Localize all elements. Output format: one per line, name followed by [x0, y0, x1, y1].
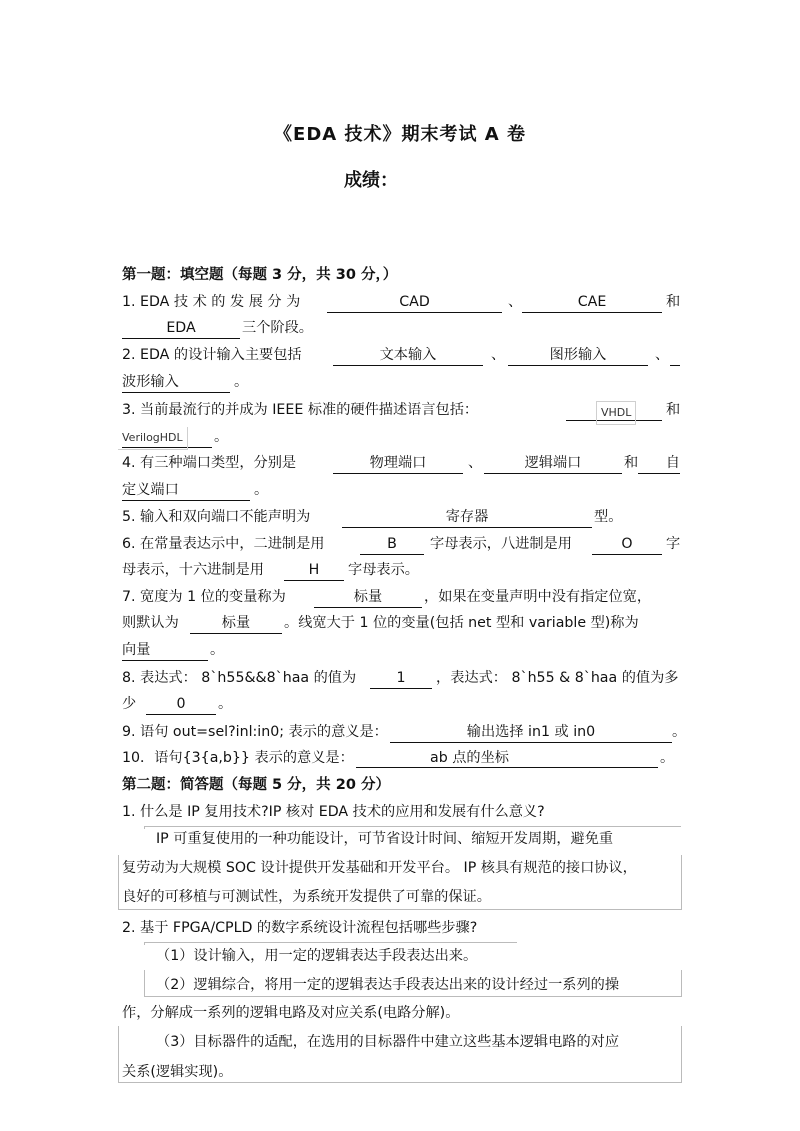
q4-answer-2: 逻辑端口	[484, 453, 622, 474]
q1-answer-1: CAD	[327, 292, 502, 313]
q4-text: 4. 有三种端口类型，分别是	[122, 455, 297, 471]
q2-underline-tail	[670, 345, 680, 366]
q6-text: 6. 在常量表达示中，二进制是用	[122, 536, 325, 552]
s2-q2-answer-line: （2）逻辑综合，将用一定的逻辑表达手段表达出来的设计经过一系列的操	[156, 977, 620, 993]
s2-q2-answer-frame	[144, 970, 682, 997]
q1-answer-3: EDA	[122, 318, 240, 339]
q7-answer-3: 向量	[122, 640, 208, 661]
q1-text: 1. EDA 技 术 的 发 展 分 为	[122, 294, 301, 310]
s2-q1-answer-frame	[118, 855, 682, 910]
s2-q2-answer-frame-top	[144, 942, 517, 945]
s2-q2-answer-line: （3）目标器件的适配，在选用的目标器件中建立这些基本逻辑电路的对应	[156, 1034, 620, 1050]
q6-answer-2: O	[592, 534, 662, 555]
q4-post: 。	[254, 482, 269, 498]
s2-q2-answer-line: 关系(逻辑实现)。	[122, 1064, 233, 1080]
s2-q2-answer-line: 作，分解成一系列的逻辑电路及对应关系(电路分解)。	[122, 1005, 460, 1021]
section2-heading: 第二题：简答题（每题 5 分，共 20 分）	[122, 777, 390, 793]
q2-text: 2. EDA 的设计输入主要包括	[122, 347, 302, 363]
q8-mid-1: ，表达式： 8`h55 & 8`haa 的值为多	[436, 670, 679, 686]
q5-post: 型。	[594, 509, 623, 525]
s2-q1-answer-line: 复劳动为大规模 SOC 设计提供开发基础和开发平台。 IP 核具有规范的接口协议，	[122, 860, 637, 876]
q2-answer-1: 文本输入	[333, 345, 483, 366]
q4-sep-1: 、	[468, 455, 483, 471]
s2-q2-question: 2. 基于 FPGA/CPLD 的数字系统设计流程包括哪些步骤?	[122, 920, 478, 936]
q4-answer-3: 定义端口	[122, 480, 250, 501]
s2-q1-question: 1. 什么是 IP 复用技术?IP 核对 EDA 技术的应用和发展有什么意义?	[122, 804, 545, 820]
q6-mid-1: 字母表示，八进制是用	[430, 536, 572, 552]
q3-sep: 和	[666, 402, 681, 418]
q3-text: 3. 当前最流行的并成为 IEEE 标准的硬件描述语言包括：	[122, 402, 479, 418]
q1-sep-2: 和	[666, 294, 681, 310]
q6-post: 字母表示。	[348, 562, 419, 578]
q6-mid-2b: 母表示，十六进制是用	[122, 562, 264, 578]
q7-post: 。	[210, 642, 225, 658]
q7-mid-1: ，如果在变量声明中没有指定位宽，	[424, 589, 652, 605]
q7-mid-3: 。线宽大于 1 位的变量(包括 net 型和 variable 型)称为	[284, 615, 639, 631]
q2-sep-2: 、	[655, 347, 670, 363]
q2-answer-3: 波形输入	[122, 372, 230, 393]
q6-mid-2a: 字	[666, 536, 681, 552]
q9-answer-1: 输出选择 in1 或 in0	[390, 722, 672, 743]
q5-answer-1: 寄存器	[342, 507, 592, 528]
q4-sep-2: 和	[624, 455, 639, 471]
q8-mid-2: 少	[122, 696, 137, 712]
q7-answer-2: 标量	[190, 613, 282, 634]
s2-q1-answer-line: 良好的可移植与可测试性，为系统开发提供了可靠的保证。	[122, 889, 491, 905]
s2-q2-answer-frame	[118, 1026, 682, 1083]
s2-q1-answer-line: IP 可重复使用的一种功能设计，可节省设计时间、缩短开发周期，避免重	[156, 831, 614, 847]
q6-answer-1: B	[360, 534, 424, 555]
score-label: 成绩：	[344, 170, 398, 191]
q5-text: 5. 输入和双向端口不能声明为	[122, 509, 311, 525]
page-title: 《EDA 技术》期末考试 A 卷	[274, 124, 526, 145]
section1-heading: 第一题：填空题（每题 3 分，共 30 分，）	[122, 267, 398, 283]
q2-answer-2: 图形输入	[508, 345, 648, 366]
q2-sep-1: 、	[491, 347, 506, 363]
q9-post: 。	[672, 724, 687, 740]
q8-text: 8. 表达式： 8`h55&&8`haa 的值为	[122, 670, 357, 686]
q3-answer-1: VHDL	[596, 401, 636, 425]
q1-sep-1: 、	[508, 294, 523, 310]
q10-text: 10．语句{3{a,b}} 表示的意义是：	[122, 750, 354, 766]
q6-answer-3: H	[284, 560, 344, 581]
q3-post: 。	[214, 429, 229, 445]
q10-post: 。	[660, 750, 675, 766]
q7-mid-2: 则默认为	[122, 615, 179, 631]
q2-post: 。	[234, 374, 249, 390]
q3-answer-2: VerilogHDL	[118, 427, 188, 450]
q1-post: 三个阶段。	[242, 320, 313, 336]
q8-post: 。	[218, 696, 233, 712]
q8-answer-2: 0	[146, 694, 216, 715]
q7-text: 7. 宽度为 1 位的变量称为	[122, 589, 286, 605]
s2-q2-answer-line: （1）设计输入，用一定的逻辑表达手段表达出来。	[156, 948, 478, 964]
q7-answer-1: 标量	[314, 587, 422, 608]
q4-answer-1: 物理端口	[333, 453, 463, 474]
q9-text: 9. 语句 out=sel?inl:in0; 表示的意义是：	[122, 724, 388, 740]
q8-answer-1: 1	[370, 668, 432, 689]
q4-answer-3-start: 自	[638, 453, 680, 474]
q1-answer-2: CAE	[522, 292, 662, 313]
q10-answer-1: ab 点的坐标	[356, 748, 658, 768]
